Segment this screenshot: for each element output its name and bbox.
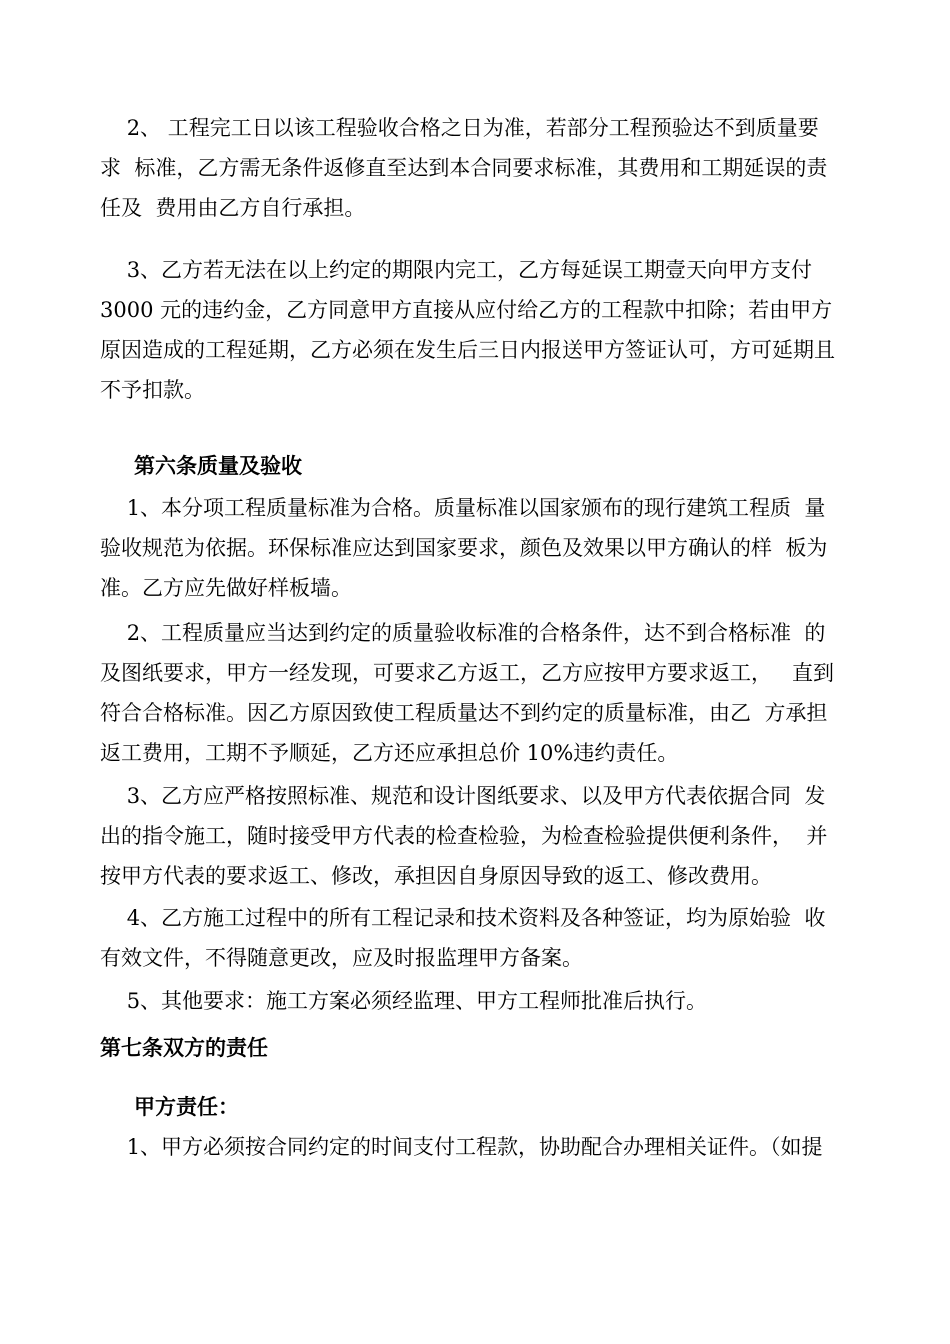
paragraph-records [100,898,890,978]
paragraph-rework [100,613,890,773]
text-line: 及图纸要求，甲方一经发现，可要求乙方返工，乙方应按甲方要求返工， 直到 [100,661,835,685]
paragraph-completion-date [100,108,890,228]
text-line: 2、工程质量应当达到约定的质量验收标准的合格条件，达不到合格标准 的 [100,621,826,645]
text-line: 不予扣款。 [100,378,205,402]
text-line: 3、乙方若无法在以上约定的期限内完工，乙方每延误工期壹天向甲方支付 [100,258,813,282]
text-line: 5、其他要求：施工方案必须经监理、甲方工程师批准后执行。 [100,989,708,1013]
text-line: 4、乙方施工过程中的所有工程记录和技术资料及各种签证，均为原始验 收 [100,906,826,930]
text-line: 返工费用，工期不予顺延，乙方还应承担总价 10%违约责任。 [100,741,679,765]
text-line: 求 标准，乙方需无条件返修直至达到本合同要求标准，其费用和工期延误的责 [100,156,828,180]
section-heading-6: 第六条质量及验收 [134,453,302,478]
text-line: 验收规范为依据。环保标准应达到国家要求，颜色及效果以甲方确认的样 板为 [100,536,828,560]
paragraph-construction-standards [100,776,890,896]
text-line: 3、乙方应严格按照标准、规范和设计图纸要求、以及甲方代表依据合同 发 [100,784,826,808]
text-line: 有效文件，不得随意更改，应及时报监理甲方备案。 [100,946,583,970]
text-line: 1、甲方必须按合同约定的时间支付工程款，协助配合办理相关证件。（如提 [100,1135,823,1159]
text-line: 1、本分项工程质量标准为合格。质量标准以国家颁布的现行建筑工程质 量 [100,496,826,520]
text-line: 2、 工程完工日以该工程验收合格之日为准，若部分工程预验达不到质量要 [100,116,819,140]
paragraph-other-requirements [100,981,890,1021]
text-line: 符合合格标准。因乙方原因致使工程质量达不到约定的质量标准，由乙 方承担 [100,701,828,725]
text-line: 按甲方代表的要求返工、修改，承担因自身原因导致的返工、修改费用。 [100,864,772,888]
paragraph-quality-standard [100,488,890,608]
paragraph-party-a-duty-1 [100,1127,890,1167]
text-line: 准。乙方应先做好样板墙。 [100,576,352,600]
paragraph-delay-penalty [100,250,890,410]
text-line: 原因造成的工程延期，乙方必须在发生后三日内报送甲方签证认可，方可延期且 [100,338,835,362]
section-heading-7: 第七条双方的责任 [100,1035,268,1060]
text-line: 任及 费用由乙方自行承担。 [100,196,366,220]
text-line: 出的指令施工，随时接受甲方代表的检查检验，为检查检验提供便利条件， 并 [100,824,828,848]
subsection-heading-party-a: 甲方责任： [134,1094,239,1119]
text-line: 3000 元的违约金，乙方同意甲方直接从应付给乙方的工程款中扣除；若由甲方 [100,298,833,322]
